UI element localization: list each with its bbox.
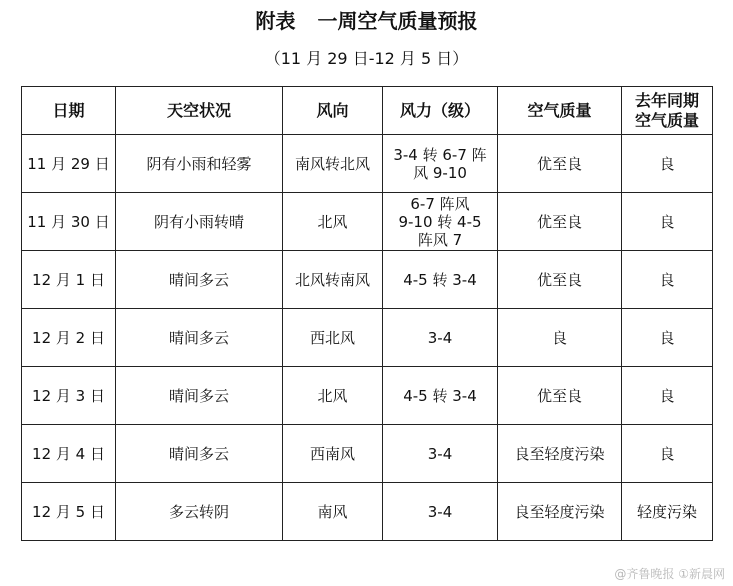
cell-last-year-air-quality: 良	[622, 135, 713, 193]
cell-air-quality: 良	[498, 309, 622, 367]
table-row	[22, 425, 713, 483]
wind-force-line: 9-10 转 4-5	[398, 212, 482, 231]
header-date: 日期	[22, 87, 116, 135]
cell-wind-force	[383, 309, 498, 367]
table-row	[22, 135, 713, 193]
table-row	[22, 309, 713, 367]
table-row	[22, 367, 713, 425]
cell-date: 12 月 3 日	[22, 367, 116, 425]
cell-wind-direction: 南风转北风	[283, 135, 383, 193]
cell-weather: 晴间多云	[116, 309, 283, 367]
wind-force-line: 6-7 阵风	[410, 194, 470, 213]
cell-weather: 晴间多云	[116, 425, 283, 483]
forecast-table	[21, 86, 713, 541]
header-row	[22, 87, 713, 135]
cell-wind-direction: 西北风	[283, 309, 383, 367]
cell-date: 11 月 29 日	[22, 135, 116, 193]
wind-force-line: 4-5 转 3-4	[403, 270, 477, 289]
wind-force-line: 3-4 转 6-7 阵	[393, 145, 487, 164]
cell-last-year-air-quality: 良	[622, 367, 713, 425]
cell-weather: 晴间多云	[116, 251, 283, 309]
cell-wind-direction: 北风	[283, 193, 383, 251]
watermark: @齐鲁晚报 ①新晨网	[614, 567, 725, 581]
cell-weather: 晴间多云	[116, 367, 283, 425]
cell-last-year-air-quality: 良	[622, 425, 713, 483]
table-body	[22, 135, 713, 541]
cell-wind-direction: 南风	[283, 483, 383, 541]
header-last-year-air-quality	[622, 87, 713, 135]
cell-air-quality: 优至良	[498, 251, 622, 309]
cell-wind-force	[383, 135, 498, 193]
wind-force-line: 4-5 转 3-4	[403, 386, 477, 405]
title-part1: 附表	[255, 9, 296, 33]
cell-last-year-air-quality: 良	[622, 193, 713, 251]
cell-weather: 阴有小雨和轻雾	[116, 135, 283, 193]
wind-force-line: 阵风 7	[417, 230, 463, 249]
table-row	[22, 193, 713, 251]
header-wind-force: 风力（级）	[383, 87, 498, 135]
cell-weather: 阴有小雨转晴	[116, 193, 283, 251]
header-last-year-line2: 空气质量	[634, 110, 699, 130]
cell-wind-force	[383, 251, 498, 309]
cell-last-year-air-quality: 良	[622, 309, 713, 367]
wind-force-line: 3-4	[427, 328, 453, 347]
cell-wind-force	[383, 425, 498, 483]
cell-date: 12 月 1 日	[22, 251, 116, 309]
cell-wind-direction: 北风转南风	[283, 251, 383, 309]
wind-force-line: 风 9-10	[413, 163, 467, 182]
document-subtitle: （11 月 29 日-12 月 5 日）	[264, 49, 469, 68]
header-air-quality: 空气质量	[498, 87, 622, 135]
table-row	[22, 483, 713, 541]
table-row	[22, 251, 713, 309]
document-title	[0, 6, 733, 36]
cell-air-quality: 优至良	[498, 367, 622, 425]
cell-air-quality: 良至轻度污染	[498, 425, 622, 483]
header-last-year-line1: 去年同期	[634, 90, 699, 110]
cell-wind-force	[383, 193, 498, 251]
cell-air-quality: 优至良	[498, 193, 622, 251]
cell-date: 11 月 30 日	[22, 193, 116, 251]
cell-air-quality: 良至轻度污染	[498, 483, 622, 541]
cell-wind-direction: 西南风	[283, 425, 383, 483]
cell-date: 12 月 2 日	[22, 309, 116, 367]
wind-force-line: 3-4	[427, 502, 453, 521]
title-part2: 一周空气质量预报	[317, 9, 478, 33]
cell-last-year-air-quality: 轻度污染	[622, 483, 713, 541]
cell-date: 12 月 5 日	[22, 483, 116, 541]
cell-wind-direction: 北风	[283, 367, 383, 425]
header-weather: 天空状况	[116, 87, 283, 135]
wind-force-line: 3-4	[427, 444, 453, 463]
cell-weather: 多云转阴	[116, 483, 283, 541]
cell-wind-force	[383, 483, 498, 541]
cell-date: 12 月 4 日	[22, 425, 116, 483]
header-wind-direction: 风向	[283, 87, 383, 135]
cell-wind-force	[383, 367, 498, 425]
cell-air-quality: 优至良	[498, 135, 622, 193]
cell-last-year-air-quality: 良	[622, 251, 713, 309]
